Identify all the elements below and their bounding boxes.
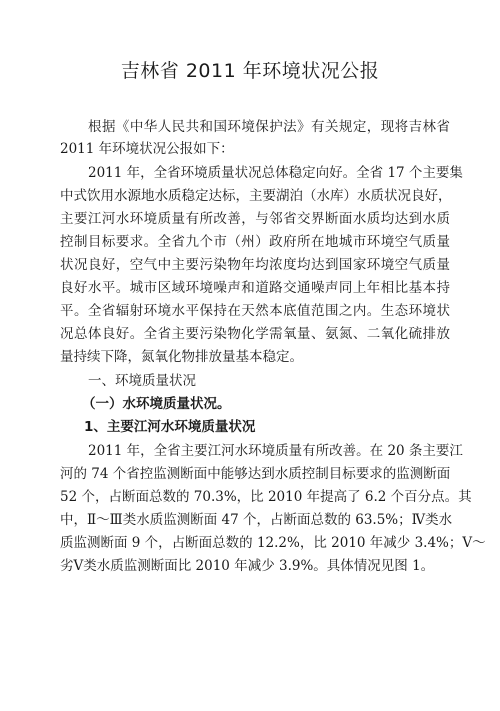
summary-line: 控制目标要求。全省九个市（州）政府所在地城市环境空气质量 (60, 234, 450, 250)
rivers-line: 河的 74 个省控监测断面中能够达到水质控制目标要求的监测断面 (60, 466, 451, 482)
intro-line: 2011 年环境状况公报如下： (60, 141, 234, 157)
intro-line: 根据《中华人民共和国环境保护法》有关规定，现将吉林省 (88, 119, 450, 135)
summary-line: 况总体良好。全省主要污染物化学需氧量、氨氮、二氧化硫排放 (60, 326, 450, 342)
rivers-line: 中，Ⅱ～Ⅲ类水质监测断面 47 个，占断面总数的 63.5%；Ⅳ类水 (60, 512, 453, 528)
summary-line: 量持续下降，氮氧化物排放量基本稳定。 (60, 349, 303, 365)
subsection-heading: （一）水环境质量状况。 (82, 396, 231, 412)
summary-line: 主要江河水环境质量有所改善，与邻省交界断面水质均达到水质 (60, 211, 450, 227)
rivers-line: 劣Ⅴ类水质监测断面比 2010 年减少 3.9%。具体情况见图 1。 (60, 558, 435, 574)
document-title: 吉林省 2011 年环境状况公报 (120, 60, 380, 82)
summary-line: 状况良好，空气中主要污染物年均浓度均达到国家环境空气质量 (60, 257, 450, 273)
summary-line: 平。全省辐射环境水平保持在天然本底值范围之内。生态环境状 (60, 303, 450, 319)
summary-line: 2011 年，全省环境质量状况总体稳定向好。全省 17 个主要集 (88, 165, 463, 181)
summary-line: 良好水平。城市区域环境噪声和道路交通噪声同上年相比基本持 (60, 280, 450, 296)
rivers-line: 52 个，占断面总数的 70.3%，比 2010 年提高了 6.2 个百分点。其 (60, 489, 472, 505)
subsubsection-heading: 1、主要江河水环境质量状况 (84, 419, 256, 435)
rivers-line: 质监测断面 9 个，占断面总数的 12.2%，比 2010 年减少 3.4%；Ⅴ～ (60, 535, 486, 551)
section-heading: 一、环境质量状况 (88, 373, 196, 389)
summary-line: 中式饮用水源地水质稳定达标，主要湖泊（水库）水质状况良好， (60, 188, 452, 204)
rivers-line: 2011 年，全省主要江河水环境质量有所改善。在 20 条主要江 (88, 443, 463, 459)
